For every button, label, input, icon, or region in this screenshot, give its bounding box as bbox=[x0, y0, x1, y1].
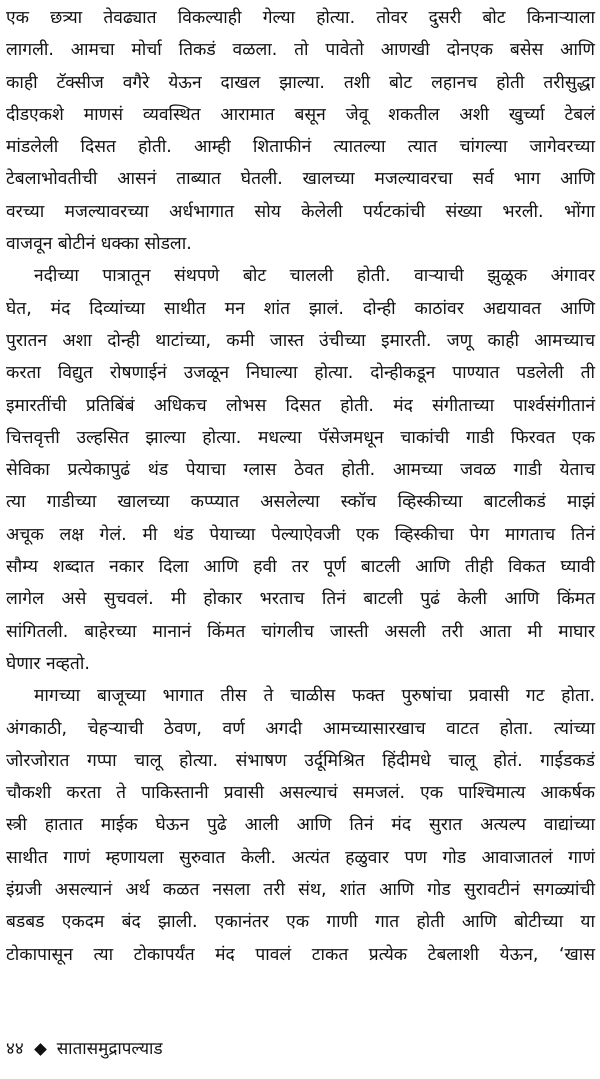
page-body bbox=[6, 2, 595, 1024]
paragraph-1 bbox=[6, 2, 595, 260]
text-line: मागच्या बाजूच्या भागात तीस ते चाळीस फक्त पुरुषांचा प्रवासी गट होता. bbox=[34, 686, 595, 707]
text-line: दीडएकशे माणसं व्यवस्थित आरामात बसून जेवू शकतील अशी खुर्च्या टेबलं bbox=[6, 104, 595, 125]
text-line: इमारतींची प्रतिबिंबं अधिकच लोभस दिसत होती. मंद संगीताच्या पार्श्वसंगीतानं bbox=[6, 395, 595, 416]
text-line: बडबड एकदम बंद झाली. एकानंतर एक गाणी गात होती आणि बोटीच्या या bbox=[6, 912, 595, 933]
text-line: त्या गाडीच्या खालच्या कप्प्यात असलेल्या स्कॉच व्हिस्कीच्या बाटलीकडं माझं bbox=[6, 492, 595, 513]
text-line: लागेल असे सुचवलं. मी होकार भरताच तिनं बाटली पुढं केली आणि किंमत bbox=[6, 589, 595, 610]
paragraph-3 bbox=[6, 680, 595, 971]
text-line: पुरातन अशा दोन्ही थाटांच्या, कमी जास्त उंचीच्या इमारती. जणू काही आमच्याच bbox=[6, 330, 595, 351]
text-line: अंगकाठी, चेहऱ्याची ठेवण, वर्ण अगदी आमच्यासारखाच वाटत होता. त्यांच्या bbox=[6, 718, 595, 739]
text-line: एक छत्र्या तेवढ्यात विकल्याही गेल्या होत्या. तोवर दुसरी बोट किनाऱ्याला bbox=[6, 8, 595, 28]
text-line: वरच्या मजल्यावरच्या अर्धभागात सोय केलेली पर्यटकांची संख्या भरली. भोंगा bbox=[6, 201, 595, 222]
text-line: स्त्री हातात माईक घेऊन पुढे आली आणि तिनं मंद सुरात अत्यल्प वाद्यांच्या bbox=[6, 815, 595, 836]
text-line: टेबलाभोवतीची आसनं ताब्यात घेतली. खालच्या मजल्यावरचा सर्व भाग आणि bbox=[6, 169, 595, 190]
paragraph-2 bbox=[6, 260, 595, 680]
diamond-bullet-icon bbox=[34, 1043, 47, 1056]
text-line: सौम्य शब्दात नकार दिला आणि हवी तर पूर्ण बाटली आणि तीही विकत घ्यावी bbox=[6, 557, 595, 578]
text-line: लागली. आमचा मोर्चा तिकडं वळला. तो पावेतो आणखी दोनएक बसेस आणि bbox=[6, 40, 595, 61]
text-line: सेविका प्रत्येकापुढं थंड पेयाचा ग्लास ठेवत होती. आमच्या जवळ गाडी येताच bbox=[6, 460, 595, 481]
text-line: करता विद्युत रोषणाईनं उजळून निघाल्या होत्या. दोन्हीकडून पाण्यात पडलेली ती bbox=[6, 363, 595, 384]
page-footer bbox=[6, 1034, 163, 1064]
text-line: सांगितली. बाहेरच्या मानानं किंमत चांगलीच जास्ती असली तरी आता मी माघार bbox=[6, 621, 595, 642]
text-line: चित्तवृत्ती उल्हसित झाल्या होत्या. मधल्या पॅसेजमधून चाकांची गाडी फिरवत एक bbox=[6, 427, 595, 448]
text-line: अचूक लक्ष गेलं. मी थंड पेयाच्या पेल्याऐवजी एक व्हिस्कीचा पेग मागताच तिनं bbox=[6, 524, 595, 545]
text-line: घेणार नव्हतो. bbox=[6, 653, 90, 674]
page-number: ४४ bbox=[6, 1039, 24, 1059]
text-line: टोकापासून त्या टोकापर्यंत मंद पावलं टाकत प्रत्येक टेबलाशी येऊन, ‘खास bbox=[6, 944, 595, 965]
text-line: नदीच्या पात्रातून संथपणे बोट चालली होती. वाऱ्याची झुळूक अंगावर bbox=[34, 266, 595, 287]
text-line: साथीत गाणं म्हणायला सुरुवात केली. अत्यंत हळुवार पण गोड आवाजातलं गाणं bbox=[6, 847, 595, 868]
text-line: काही टॅक्सीज वगैरे येऊन दाखल झाल्या. तशी बोट लहानच होती तरीसुद्धा bbox=[6, 72, 595, 93]
book-title: सातासमुद्रापल्याड bbox=[56, 1039, 163, 1059]
text-line: जोरजोरात गप्पा चालू होत्या. संभाषण उर्दूमिश्रित हिंदीमधे चालू होतं. गाईडकडं bbox=[6, 750, 595, 771]
text-line: घेत, मंद दिव्यांच्या साथीत मन शांत झालं. दोन्ही काठांवर अद्ययावत आणि bbox=[6, 298, 595, 319]
text-line: इंग्रजी असल्यानं अर्थ कळत नसला तरी संथ, शांत आणि गोड सुरावटीनं सगळ्यांची bbox=[6, 880, 595, 901]
text-line: वाजवून बोटीनं धक्का सोडला. bbox=[6, 234, 192, 255]
text-line: मांडलेली दिसत होती. आम्ही शिताफीनं त्यातल्या त्यात चांगल्या जागेवरच्या bbox=[6, 137, 595, 158]
text-line: चौकशी करता ते पाकिस्तानी प्रवासी असल्याचं समजलं. एक पाश्चिमात्य आकर्षक bbox=[6, 783, 595, 804]
